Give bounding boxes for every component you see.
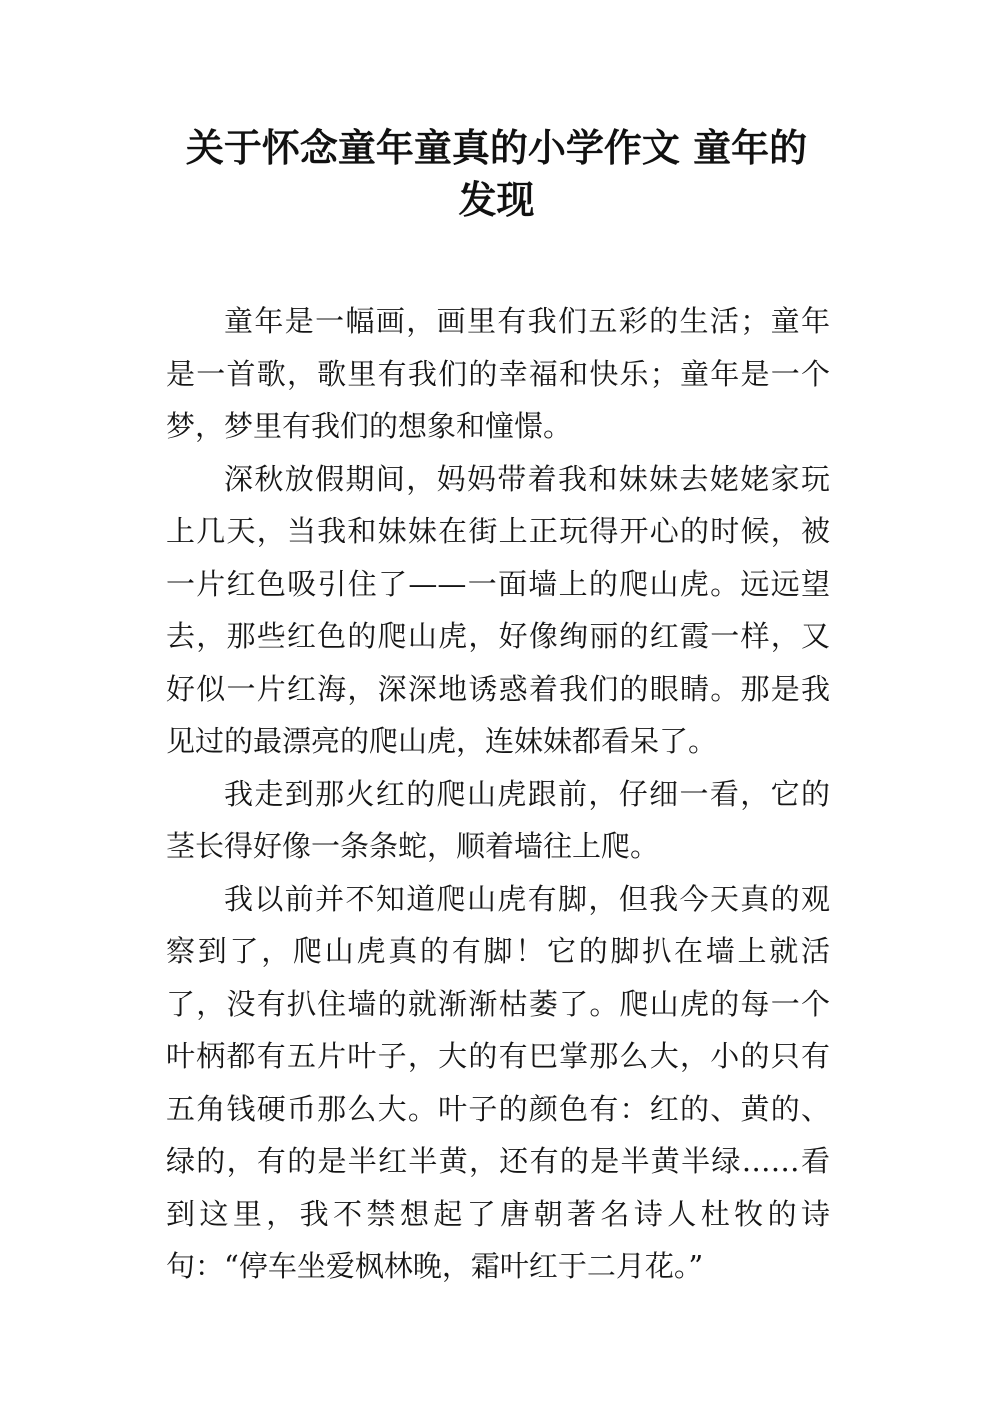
paragraph-stem-observation: 我走到那火红的爬山虎跟前，仔细一看，它的茎长得好像一条条蛇，顺着墙往上爬。 [166, 776, 830, 863]
title-line-1: 关于怀念童年童真的小学作文 童年的 [185, 126, 808, 170]
paragraph-feet-and-leaves: 我以前并不知道爬山虎有脚，但我今天真的观察到了，爬山虎真的有脚！它的脚扒在墙上就活了，没有扒住墙的就渐渐枯萎了。爬山虎的每一个叶柄都有五片叶子，大的有巴掌那么大，小的只有五角钱硬币那么大。叶子的颜色有：红的、黄的、绿的，有的是半红半黄，还有的是半黄半绿……看到这里，我不禁想起了唐朝著名诗人杜牧的诗句：“停车坐爱枫林晚，霜叶红于二月花。” [166, 881, 830, 1283]
document-title [150, 122, 843, 226]
document-body [166, 295, 830, 1293]
title-line-2: 发现 [458, 178, 535, 222]
paragraph-autumn-visit: 深秋放假期间，妈妈带着我和妹妹去姥姥家玩上几天，当我和妹妹在街上正玩得开心的时候，被一片红色吸引住了——一面墙上的爬山虎。远远望去，那些红色的爬山虎，好像绚丽的红霞一样，又好似一片红海，深深地诱惑着我们的眼睛。那是我见过的最漂亮的爬山虎，连妹妹都看呆了。 [166, 461, 830, 758]
paragraph-childhood-intro: 童年是一幅画，画里有我们五彩的生活；童年是一首歌，歌里有我们的幸福和快乐；童年是一个梦，梦里有我们的想象和憧憬。 [166, 304, 830, 443]
